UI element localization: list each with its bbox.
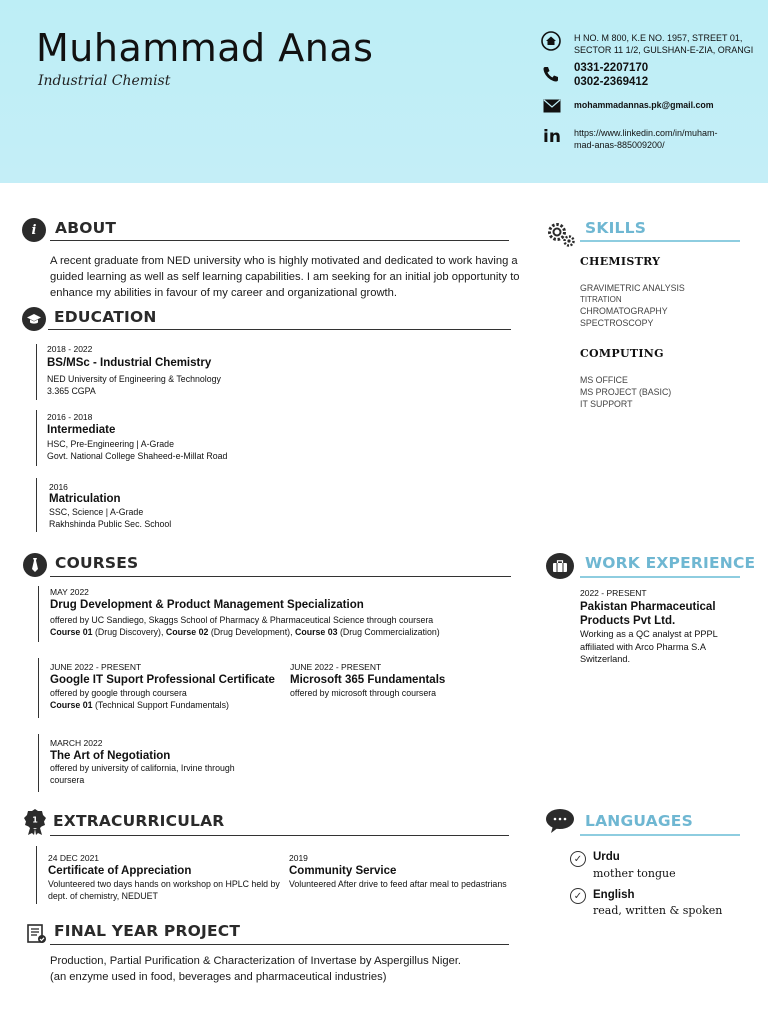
work-line: Working as a QC analyst at PPPL (580, 629, 718, 639)
language-level: read, written & spoken (593, 904, 723, 917)
extra-detail (289, 878, 514, 890)
course-timeline-3 (38, 734, 39, 792)
skills-rule (580, 240, 740, 242)
briefcase-icon (546, 553, 574, 579)
edu-line: Rakhshinda Public Sec. School (49, 519, 172, 529)
document-icon (25, 923, 49, 945)
home-icon (541, 31, 561, 51)
edu-detail (49, 506, 171, 530)
edu-timeline-3 (36, 478, 37, 532)
edu-timeline-1 (36, 344, 37, 400)
course-module-label: Course 01 (50, 700, 93, 710)
project-text (50, 953, 520, 985)
address-line-1: H NO. M 800, K.E NO. 1957, STREET 01, (574, 33, 743, 43)
check-circle-icon: ✓ (570, 851, 586, 867)
edu-line: HSC, Pre-Engineering | A-Grade (47, 439, 174, 449)
edu-detail (47, 438, 227, 462)
course-detail (50, 687, 280, 711)
skill-item: SPECTROSCOPY (580, 318, 654, 328)
edu-line: SSC, Science | A-Grade (49, 507, 144, 517)
skill-category-computing: COMPUTING (580, 347, 664, 360)
award-ribbon-icon (23, 808, 47, 836)
extra-title: Community Service (289, 865, 397, 877)
course-module-text: (Drug Commercialization) (337, 627, 440, 637)
work-line: Switzerland. (580, 654, 631, 664)
course-modules (50, 699, 280, 711)
course-module-text: (Drug Discovery), (92, 627, 166, 637)
about-line-1: A recent graduate from NED university who is highly motivated and dedicated to work having a (50, 255, 518, 267)
section-title-extracurricular: EXTRACURRICULAR (53, 812, 225, 830)
edu-title: Intermediate (47, 424, 116, 436)
course-module-label: Course 01 (50, 627, 93, 637)
work-date: 2022 - PRESENT (580, 588, 647, 598)
course-title: The Art of Negotiation (50, 750, 171, 762)
about-line-2: guided learning as well as self learning capabilities. I am seeking for an initial job opportunity to (50, 271, 520, 283)
linkedin-url[interactable] (574, 127, 718, 151)
skill-item: TITRATION (580, 295, 622, 304)
edu-line: NED University of Engineering & Technology (47, 374, 221, 384)
work-company-line: Products Pvt Ltd. (580, 615, 676, 627)
language-level: mother tongue (593, 867, 676, 880)
courses-rule (50, 576, 511, 577)
project-rule (50, 944, 509, 945)
edu-timeline-2 (36, 410, 37, 466)
edu-title: BS/MSc - Industrial Chemistry (47, 357, 212, 369)
mail-icon (542, 96, 562, 116)
work-detail (580, 628, 718, 666)
section-title-courses: COURSES (55, 554, 139, 572)
section-title-about: ABOUT (55, 219, 117, 237)
course-title: Drug Development & Product Management Specialization (50, 599, 364, 611)
extra-line: Volunteered two days hands on workshop on HPLC held by (48, 879, 280, 889)
edu-date: 2016 (49, 482, 68, 492)
education-rule (48, 329, 511, 330)
extra-line: Volunteered After drive to feed aftar meal to pedastrians (289, 879, 507, 889)
course-line: offered by UC Sandiego, Skaggs School of Pharmacy & Pharmaceutical Science through coursera (50, 615, 434, 625)
extra-timeline (36, 846, 37, 904)
graduation-cap-icon (22, 307, 46, 331)
extra-title: Certificate of Appreciation (48, 865, 192, 877)
address-line-2: SECTOR 11 1/2, GULSHAN-E-ZIA, ORANGI (574, 45, 754, 55)
section-title-languages: LANGUAGES (585, 812, 693, 830)
linkedin-line-2: mad-anas-885009200/ (574, 140, 665, 150)
skill-category-chemistry: CHEMISTRY (580, 255, 661, 268)
course-timeline-1 (38, 586, 39, 642)
work-company-line: Pakistan Pharmaceutical (580, 601, 716, 613)
language-name: Urdu (593, 851, 620, 863)
course-module-label: Course 02 (165, 627, 209, 637)
course-date: JUNE 2022 - PRESENT (50, 662, 142, 672)
linkedin-line-1: https://www.linkedin.com/in/muham- (574, 128, 718, 138)
skill-item: MS PROJECT (BASIC) (580, 387, 672, 397)
course-timeline-2 (38, 658, 39, 718)
project-line-1: Production, Partial Purification & Characterization of Invertase by Aspergillus Niger. (50, 955, 462, 967)
linkedin-icon: in (543, 127, 561, 147)
info-icon: i (22, 218, 46, 242)
extra-line: dept. of chemistry, NEDUET (48, 891, 158, 901)
course-detail (290, 687, 510, 699)
languages-rule (580, 834, 740, 836)
course-line: coursera (50, 775, 85, 785)
extra-date: 2019 (289, 853, 308, 863)
header-banner (0, 0, 768, 183)
edu-line: Govt. National College Shaheed-e-Millat Road (47, 451, 228, 461)
phone-2[interactable]: 0302-2369412 (574, 76, 649, 88)
skill-item: GRAVIMETRIC ANALYSIS (580, 283, 685, 293)
edu-line: 3.365 CGPA (47, 386, 96, 396)
phone-icon (541, 64, 561, 84)
course-date: MARCH 2022 (50, 738, 103, 748)
course-date: MAY 2022 (50, 587, 89, 597)
email[interactable]: mohammadannas.pk@gmail.com (574, 100, 714, 110)
speech-bubble-icon (545, 808, 577, 834)
course-line: offered by microsoft through coursera (290, 688, 437, 698)
course-module-label: Course 03 (294, 627, 338, 637)
project-line-2: (an enzyme used in food, beverages and pharmaceutical industries) (50, 971, 387, 983)
skill-item: CHROMATOGRAPHY (580, 306, 668, 316)
edu-detail (47, 373, 221, 397)
gears-icon (545, 219, 577, 247)
course-module-text: (Drug Development), (208, 627, 295, 637)
edu-date: 2018 - 2022 (47, 344, 93, 354)
svg-text:1: 1 (32, 815, 38, 825)
tie-icon (23, 553, 47, 577)
course-line: offered by university of california, Irvine through (50, 763, 235, 773)
candidate-title: Industrial Chemist (38, 73, 171, 89)
course-date: JUNE 2022 - PRESENT (290, 662, 382, 672)
edu-date: 2016 - 2018 (47, 412, 93, 422)
course-modules (50, 626, 510, 638)
phone-numbers (574, 61, 648, 89)
phone-1[interactable]: 0331-2207170 (574, 62, 649, 74)
course-title: Microsoft 365 Fundamentals (290, 674, 446, 686)
about-line-3: enhance my abilities in favour of my career and organizational growth. (50, 287, 397, 299)
edu-title: Matriculation (49, 493, 121, 505)
section-title-education: EDUCATION (54, 308, 157, 326)
section-title-final-year-project: FINAL YEAR PROJECT (54, 922, 241, 940)
work-rule (580, 576, 740, 578)
check-circle-icon: ✓ (570, 888, 586, 904)
course-line: offered by google through coursera (50, 688, 187, 698)
skill-item: IT SUPPORT (580, 399, 633, 409)
about-rule (50, 240, 509, 241)
course-detail (50, 614, 510, 638)
about-text (50, 253, 520, 301)
course-detail (50, 762, 270, 786)
section-title-skills: SKILLS (585, 219, 647, 237)
work-line: affiliated with Arco Pharma S.A (580, 641, 706, 652)
language-name: English (593, 889, 635, 901)
skill-item: MS OFFICE (580, 375, 628, 385)
extracurricular-rule (50, 835, 509, 836)
extra-date: 24 DEC 2021 (48, 853, 100, 863)
extra-detail (48, 878, 283, 902)
course-module-text: (Technical Support Fundamentals) (92, 700, 229, 710)
section-title-work-experience: WORK EXPERIENCE (585, 554, 756, 572)
address (574, 32, 753, 56)
candidate-name: Muhammad Anas (36, 26, 374, 70)
course-title: Google IT Suport Professional Certificate (50, 674, 275, 686)
work-company (580, 600, 716, 628)
